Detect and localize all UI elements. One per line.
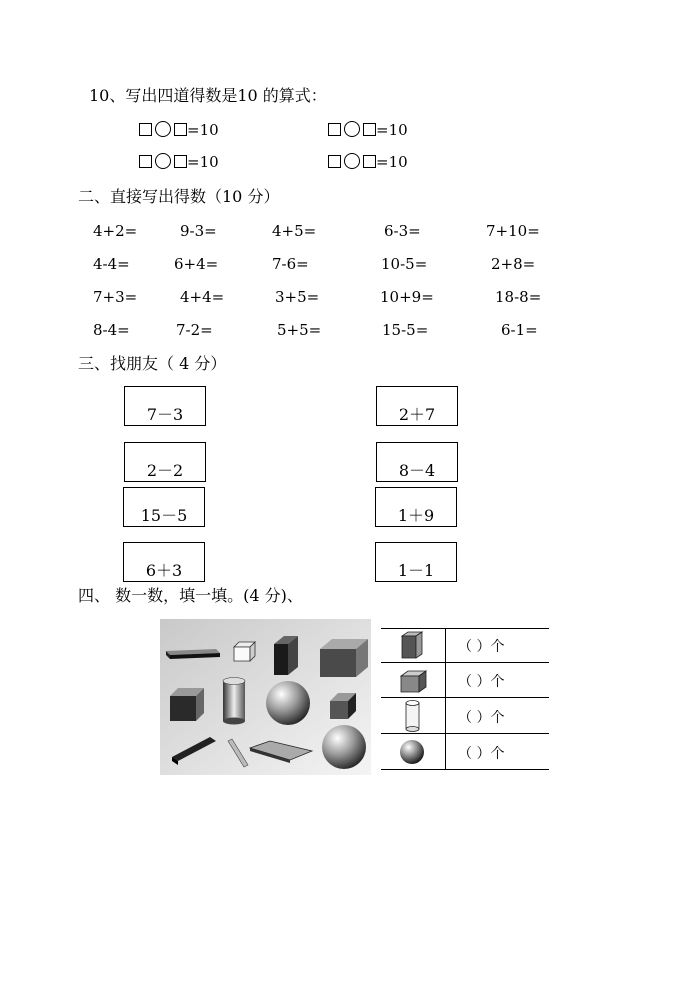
equation-suffix: =10 xyxy=(187,121,219,139)
count-blank[interactable]: （ ）个 xyxy=(458,746,505,762)
cylinder-icon xyxy=(403,699,423,733)
circle-icon xyxy=(344,121,360,137)
arithmetic-item: 8-4= xyxy=(93,321,130,339)
square-icon xyxy=(363,155,376,168)
arithmetic-item: 6+4= xyxy=(174,255,219,273)
match-box-right[interactable] xyxy=(376,386,458,426)
arithmetic-item: 10-5= xyxy=(381,255,428,273)
medium-cube-shape xyxy=(170,688,204,721)
section4-title: 四、 数一数，填一填。(4 分)、 xyxy=(78,586,303,605)
sphere-shape xyxy=(322,725,366,769)
circle-icon xyxy=(155,153,171,169)
equation-blank-4[interactable] xyxy=(328,152,408,172)
arithmetic-item: 2+8= xyxy=(491,255,536,273)
match-expression: 1＋9 xyxy=(397,506,435,525)
section2-title: 二、直接写出得数（10 分） xyxy=(78,187,280,206)
match-box-right[interactable] xyxy=(375,487,457,527)
match-box-left[interactable] xyxy=(123,542,205,582)
arithmetic-item: 5+5= xyxy=(277,321,322,339)
arithmetic-item: 10+9= xyxy=(380,288,434,306)
match-expression: 7－3 xyxy=(146,405,184,424)
equation-blank-3[interactable] xyxy=(139,152,219,172)
match-expression: 6＋3 xyxy=(145,561,183,580)
table-divider xyxy=(445,628,446,769)
arithmetic-item: 4+4= xyxy=(180,288,225,306)
tall-cuboid-shape xyxy=(274,636,298,675)
square-icon xyxy=(363,123,376,136)
cylinder-shape xyxy=(223,678,245,725)
arithmetic-item: 7-2= xyxy=(176,321,213,339)
match-box-right[interactable] xyxy=(376,442,458,482)
square-icon xyxy=(139,155,152,168)
sphere-shape xyxy=(266,681,310,725)
shapes-illustration xyxy=(160,619,371,775)
match-expression: 2－2 xyxy=(146,461,184,480)
arithmetic-item: 4-4= xyxy=(93,255,130,273)
table-rule xyxy=(381,662,549,663)
table-rule xyxy=(381,697,549,698)
circle-icon xyxy=(155,121,171,137)
circle-icon xyxy=(344,153,360,169)
count-blank[interactable]: （ ）个 xyxy=(458,710,505,726)
match-box-left[interactable] xyxy=(124,442,206,482)
arithmetic-item: 4+2= xyxy=(93,222,138,240)
arithmetic-item: 9-3= xyxy=(180,222,217,240)
match-box-left[interactable] xyxy=(123,487,205,527)
equation-suffix: =10 xyxy=(376,153,408,171)
match-expression: 15－5 xyxy=(140,506,188,525)
match-box-right[interactable] xyxy=(375,542,457,582)
small-cube-shape xyxy=(234,642,255,661)
equation-blank-2[interactable] xyxy=(328,120,408,140)
arithmetic-item: 7+3= xyxy=(93,288,138,306)
arithmetic-item: 15-5= xyxy=(382,321,429,339)
square-icon xyxy=(328,155,341,168)
equation-suffix: =10 xyxy=(187,153,219,171)
sphere-icon xyxy=(398,738,426,766)
square-icon xyxy=(174,155,187,168)
table-rule xyxy=(381,769,549,770)
arithmetic-item: 6-3= xyxy=(384,222,421,240)
arithmetic-item: 6-1= xyxy=(501,321,538,339)
match-box-left[interactable] xyxy=(124,386,206,426)
arithmetic-item: 4+5= xyxy=(272,222,317,240)
arithmetic-item: 3+5= xyxy=(275,288,320,306)
cube-icon xyxy=(398,668,430,694)
arithmetic-item: 7+10= xyxy=(486,222,540,240)
shapes-picture xyxy=(160,619,371,775)
equation-suffix: =10 xyxy=(376,121,408,139)
equation-blank-1[interactable] xyxy=(139,120,219,140)
cuboid-icon xyxy=(398,630,430,660)
table-rule xyxy=(381,733,549,734)
arithmetic-item: 7-6= xyxy=(272,255,309,273)
count-blank[interactable]: （ ）个 xyxy=(458,639,505,655)
q10-title: 10、写出四道得数是10 的算式： xyxy=(89,86,327,105)
count-blank[interactable]: （ ）个 xyxy=(458,674,505,690)
table-rule xyxy=(381,628,549,629)
match-expression: 8－4 xyxy=(398,461,436,480)
match-expression: 1－1 xyxy=(397,561,435,580)
large-cube-shape xyxy=(320,639,368,677)
square-icon xyxy=(174,123,187,136)
match-expression: 2＋7 xyxy=(398,405,436,424)
square-icon xyxy=(328,123,341,136)
arithmetic-item: 18-8= xyxy=(495,288,542,306)
square-icon xyxy=(139,123,152,136)
section3-title: 三、找朋友（ 4 分） xyxy=(78,354,227,373)
